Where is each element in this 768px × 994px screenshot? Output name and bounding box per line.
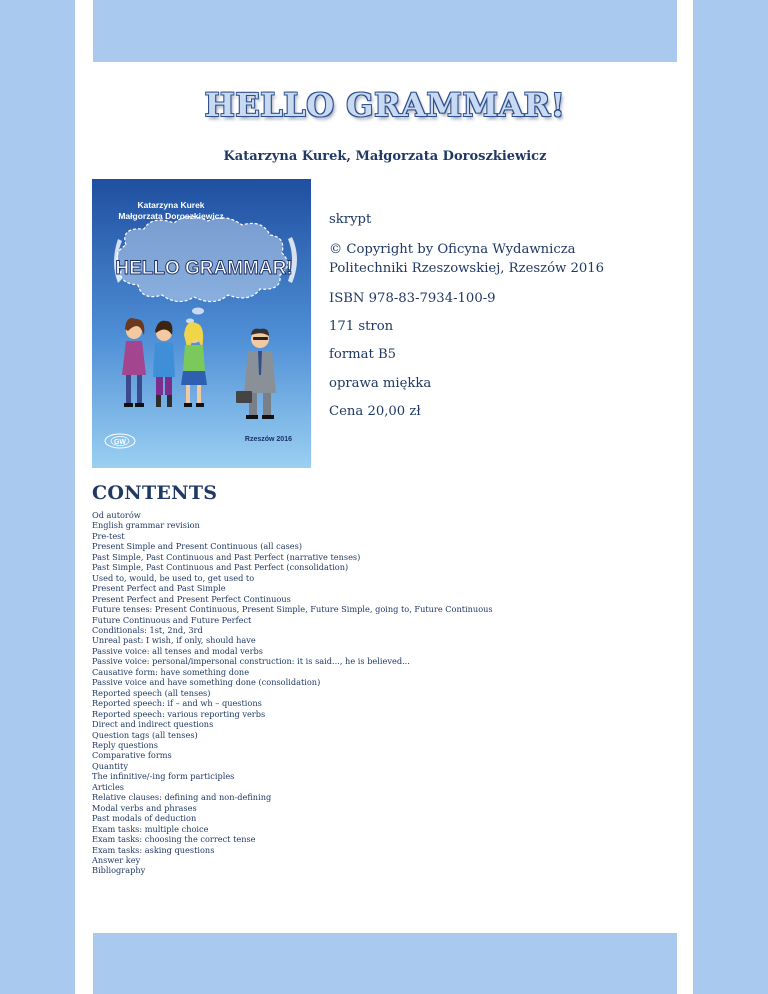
page-title: HELLO GRAMMAR! — [204, 86, 566, 124]
contents-item: The infinitive/-ing form participles — [92, 771, 235, 782]
contents-item: Comparative forms — [92, 750, 172, 761]
contents-item: Reply questions — [92, 739, 158, 750]
table-of-contents — [92, 510, 672, 876]
contents-item: Exam tasks: asking questions — [92, 844, 215, 855]
cover-title: HELLO GRAMMAR! — [115, 258, 293, 279]
contents-item: Future Continuous and Future Perfect — [92, 614, 252, 625]
contents-heading: CONTENTS — [92, 482, 218, 504]
contents-item: English grammar revision — [92, 520, 200, 531]
contents-item: Present Perfect and Past Simple — [92, 583, 226, 594]
contents-item: Question tags (all tenses) — [92, 729, 198, 740]
binding: oprawa miękka — [329, 376, 432, 391]
cover-place-year: Rzeszów 2016 — [244, 436, 292, 443]
price: Cena 20,00 zł — [329, 404, 421, 419]
contents-item: Present Simple and Present Continuous (all cases) — [92, 541, 303, 552]
contents-item: Od autorów — [92, 510, 141, 520]
isbn: ISBN 978-83-7934-100-9 — [329, 291, 496, 306]
contents-item: Exam tasks: multiple choice — [92, 823, 209, 834]
book-type: skrypt — [329, 212, 372, 227]
contents-item: Reported speech: various reporting verbs — [92, 708, 266, 719]
contents-item: Passive voice: personal/impersonal construction: it is said..., he is believed... — [92, 656, 410, 667]
top-decorative-bar — [93, 0, 677, 62]
contents-item: Used to, would, be used to, get used to — [92, 572, 255, 583]
right-decorative-bar — [693, 0, 768, 994]
contents-item: Modal verbs and phrases — [92, 802, 197, 813]
contents-item: Unreal past: I wish, if only, should have — [92, 635, 256, 646]
copyright-line-1: © Copyright by Oficyna Wydawnicza — [329, 242, 576, 257]
contents-item: Past Simple, Past Continuous and Past Perfect (consolidation) — [92, 562, 349, 573]
contents-item: Reported speech (all tenses) — [92, 687, 211, 698]
svg-text:GW: GW — [113, 439, 127, 446]
contents-item: Answer key — [92, 854, 141, 865]
cover-author-1: Katarzyna Kurek — [137, 200, 205, 210]
book-cover — [92, 179, 311, 468]
contents-item: Causative form: have something done — [92, 666, 250, 677]
contents-item: Passive voice and have something done (consolidation) — [92, 677, 321, 688]
bottom-decorative-bar — [93, 933, 677, 994]
contents-item: Past modals of deduction — [92, 813, 197, 824]
copyright-line-2: Politechniki Rzeszowskiej, Rzeszów 2016 — [329, 261, 605, 276]
contents-item: Conditionals: 1st, 2nd, 3rd — [92, 624, 203, 635]
contents-item: Passive voice: all tenses and modal verbs — [92, 645, 263, 656]
contents-item: Reported speech: if – and wh – questions — [92, 698, 262, 709]
contents-item: Exam tasks: choosing the correct tense — [92, 834, 256, 845]
contents-item: Bibliography — [92, 865, 146, 876]
page-count: 171 stron — [329, 319, 394, 334]
left-decorative-bar — [0, 0, 75, 994]
contents-item: Present Perfect and Present Perfect Continuous — [92, 593, 291, 604]
book-format: format B5 — [329, 347, 397, 362]
contents-item: Quantity — [92, 760, 128, 771]
contents-item: Articles — [92, 781, 124, 792]
contents-item: Past Simple, Past Continuous and Past Perfect (narrative tenses) — [92, 551, 361, 562]
cover-author-2: Małgorzata Doroszkiewicz — [118, 211, 224, 221]
contents-item: Direct and indirect questions — [92, 719, 214, 730]
contents-item: Relative clauses: defining and non-defining — [92, 792, 272, 803]
authors: Katarzyna Kurek, Małgorzata Doroszkiewicz — [223, 149, 547, 164]
contents-item: Future tenses: Present Continuous, Present Simple, Future Simple, going to, Future Continuous — [92, 604, 493, 615]
contents-item: Pre-test — [92, 530, 125, 541]
